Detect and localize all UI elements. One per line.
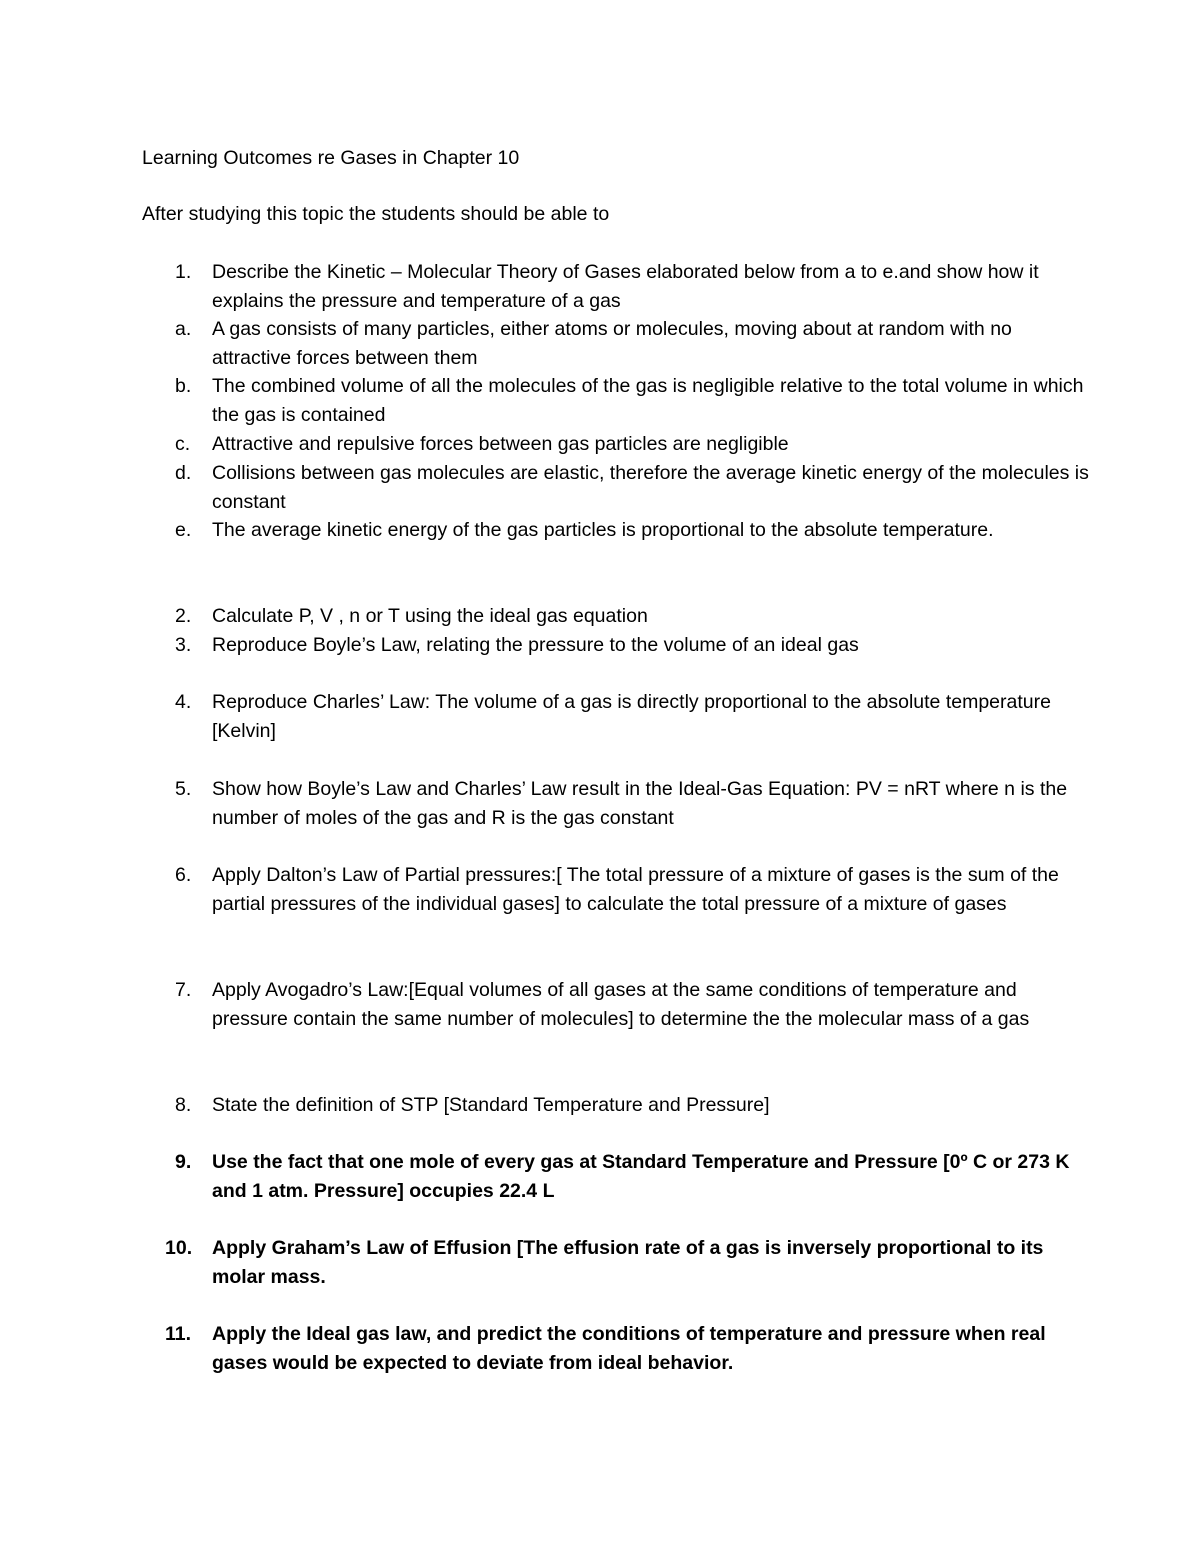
list-marker: d. (175, 462, 192, 484)
document-title: Learning Outcomes re Gases in Chapter 10 (142, 147, 520, 169)
list-marker: a. (175, 318, 192, 340)
list-item-text: Apply Avogadro’s Law:[Equal volumes of all gases at the same conditions of temperature and pressure contain the same number of molecules] to determine the the molecular mass of a gas (212, 979, 1030, 1030)
list-item-text: Use the fact that one mole of every gas at Standard Temperature and Pressure [0º C or 273 K and 1 atm. Pressure] occupies 22.4 L (212, 1151, 1070, 1202)
list-marker: b. (175, 375, 192, 397)
list-item-text: Apply Dalton’s Law of Partial pressures:[ The total pressure of a mixture of gases is the sum of the partial pressures of the individual gases] to calculate the total pressure of a mixture of gases (212, 864, 1059, 915)
list-item-text: The average kinetic energy of the gas particles is proportional to the absolute temperature. (212, 519, 994, 541)
list-item-text: Reproduce Boyle’s Law, relating the pressure to the volume of an ideal gas (212, 634, 859, 656)
list-item-text: Attractive and repulsive forces between gas particles are negligible (212, 433, 789, 455)
list-item-text: Apply Graham’s Law of Effusion [The effusion rate of a gas is inversely proportional to its molar mass. (212, 1237, 1044, 1288)
list-item-text: State the definition of STP [Standard Temperature and Pressure] (212, 1094, 770, 1116)
list-marker: 6. (175, 864, 192, 886)
list-marker: 9. (175, 1151, 192, 1173)
list-marker: 1. (175, 261, 192, 283)
intro-sentence: After studying this topic the students should be able to (142, 203, 610, 225)
list-marker: 5. (175, 778, 192, 800)
list-item-text: Collisions between gas molecules are elastic, therefore the average kinetic energy of the molecules is constant (212, 462, 1089, 513)
list-marker: 10. (165, 1237, 193, 1259)
list-marker: 8. (175, 1094, 192, 1116)
list-marker: 2. (175, 605, 192, 627)
list-item-text: Describe the Kinetic – Molecular Theory of Gases elaborated below from a to e.and show how it explains the pressure and temperature of a gas (212, 261, 1039, 312)
list-item-text: Reproduce Charles’ Law: The volume of a gas is directly proportional to the absolute temperature [Kelvin] (212, 691, 1051, 742)
list-marker: 11. (165, 1323, 192, 1345)
list-marker: c. (175, 433, 191, 455)
list-marker: 7. (175, 979, 192, 1001)
list-item-text: A gas consists of many particles, either atoms or molecules, moving about at random with no attractive forces between them (212, 318, 1012, 369)
list-marker: 3. (175, 634, 192, 656)
list-marker: e. (175, 519, 192, 541)
list-item-text: Calculate P, V , n or T using the ideal gas equation (212, 605, 648, 627)
list-item-text: Apply the Ideal gas law, and predict the conditions of temperature and pressure when real gases would be expected to deviate from ideal behavior. (212, 1323, 1046, 1374)
list-item-text: The combined volume of all the molecules of the gas is negligible relative to the total volume in which the gas is contained (212, 375, 1084, 426)
list-marker: 4. (175, 691, 192, 713)
list-item-text: Show how Boyle’s Law and Charles’ Law result in the Ideal-Gas Equation: PV = nRT where n is the number of moles of the gas and R is the gas constant (212, 778, 1068, 829)
